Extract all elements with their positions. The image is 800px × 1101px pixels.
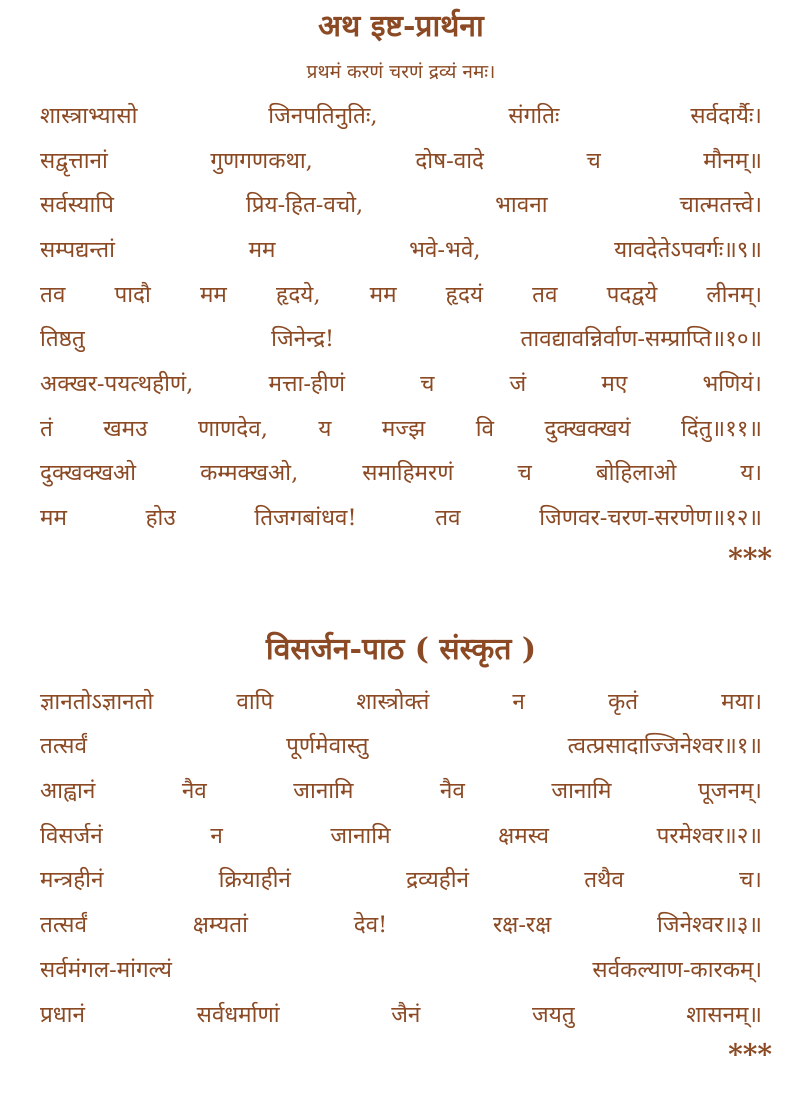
verse-word: दोष-वादे <box>415 147 484 174</box>
verse-word: शास्त्रोक्तं <box>356 688 430 715</box>
verse-word: तिजगबांधव! <box>254 505 357 532</box>
verse-word: यावदेतेऽपवर्गः॥९॥ <box>614 236 762 263</box>
verse-line <box>40 405 762 450</box>
verse-word: तत्सर्वं <box>40 912 87 939</box>
verse-word: न <box>512 688 525 715</box>
verse-word: भवे-भवे, <box>409 236 481 263</box>
verse-word: जिनेश्वर॥३॥ <box>657 912 762 939</box>
verse-word: जं <box>509 370 527 397</box>
verse-word: पूजनम्। <box>698 778 762 805</box>
visarjan-path-title: विसर्जन-पाठ ( संस्कृत ) <box>265 631 537 667</box>
section-end-mark: *** <box>728 541 772 575</box>
verse-line <box>40 991 762 1036</box>
verse-line <box>40 450 762 495</box>
verse-word: क्षम्यतां <box>192 912 248 939</box>
ishta-prarthana-title: अथ इष्ट-प्रार्थना <box>318 9 484 44</box>
verse-word: जिनेन्द्र! <box>271 326 335 353</box>
verse-line <box>40 271 762 316</box>
verse-word: सर्वदार्यैः। <box>690 102 762 129</box>
verse-word: सम्पद्यन्तां <box>40 236 115 263</box>
verse-word: दुक्खक्खओ <box>40 460 137 487</box>
verse-word: आह्वानं <box>40 778 96 805</box>
verse-word: वि <box>475 415 495 442</box>
verse-word: शासनम्॥ <box>686 1001 762 1028</box>
verse-line <box>40 678 762 723</box>
verse-word: क्षमस्व <box>498 822 549 849</box>
verse-word: खमउ <box>103 415 148 442</box>
verse-word: तत्सर्वं <box>40 733 87 760</box>
verse-word: पदद्वये <box>606 281 658 308</box>
verse-word: चात्मतत्त्वे। <box>679 192 762 219</box>
verse-line <box>40 181 762 226</box>
verse-word: देव! <box>353 912 388 939</box>
verse-word: सर्वकल्याण-कारकम्। <box>592 956 762 983</box>
verse-word: लीनम्। <box>706 281 762 308</box>
verse-word: प्रधानं <box>40 1001 85 1028</box>
verse-word: च <box>586 147 601 174</box>
verse-word: तव <box>435 505 461 532</box>
verse-word: तावद्यावन्निर्वाण-सम्प्राप्ति॥१०॥ <box>520 326 762 353</box>
verse-word: मज्झ <box>381 415 426 442</box>
verse-word: मम <box>248 236 276 263</box>
verse-word: कम्मक्खओ, <box>200 460 299 487</box>
verse-line <box>40 92 762 137</box>
verse-word: मम <box>199 281 227 308</box>
verse-word: मम <box>40 505 67 532</box>
verse-word: तव <box>532 281 558 308</box>
verse-word: जानामि <box>293 778 354 805</box>
verse-word: जैनं <box>391 1001 421 1028</box>
ishta-prarthana-subtitle: प्रथमं करणं चरणं द्रव्यं नमः। <box>306 61 496 83</box>
verse-word: परमेश्वर॥२॥ <box>656 822 762 849</box>
verse-line <box>40 857 762 902</box>
verse-word: मम <box>369 281 397 308</box>
verse-word: जानामि <box>330 822 391 849</box>
verse-word: मौनम्॥ <box>703 147 762 174</box>
verse-word: शास्त्राभ्यासो <box>40 102 138 129</box>
verse-word: मए <box>601 370 628 397</box>
verse-word: द्रव्यहीनं <box>406 867 470 894</box>
verse-word: भणियं। <box>702 370 762 397</box>
document-page <box>40 0 772 1075</box>
verse-word: होउ <box>145 505 176 532</box>
verse-word: तथैव <box>584 867 624 894</box>
verse-word: रक्ष-रक्ष <box>492 912 552 939</box>
verse-word: वापि <box>236 688 274 715</box>
verse-word: न <box>210 822 223 849</box>
verse-word: त्वत्प्रसादाज्जिनेश्वर॥१॥ <box>567 733 762 760</box>
verse-word: ज्ञानतोऽज्ञानतो <box>40 688 154 715</box>
verse-line <box>40 723 762 768</box>
verse-word: हृदये, <box>275 281 321 308</box>
verse-word: हृदयं <box>445 281 484 308</box>
verse-word: दिंतु॥११॥ <box>681 415 762 442</box>
verse-word: मन्त्रहीनं <box>40 867 104 894</box>
verse-line <box>40 360 762 405</box>
verse-word: भावना <box>495 192 548 219</box>
verse-word: मया। <box>721 688 762 715</box>
verse-word: तिष्ठतु <box>40 326 85 353</box>
verse-word: गुणगणकथा, <box>210 147 313 174</box>
verse-word: दुक्खक्खयं <box>544 415 631 442</box>
verse-line <box>40 137 762 182</box>
verse-word: च <box>420 370 435 397</box>
verse-word: नैव <box>181 778 207 805</box>
verse-word: क्रियाहीनं <box>218 867 291 894</box>
verse-word: जयतु <box>532 1001 575 1028</box>
verse-word: य। <box>740 460 762 487</box>
verse-word: य <box>318 415 332 442</box>
verse-word: कृतं <box>607 688 639 715</box>
verse-word: अक्खर-पयत्थहीणं, <box>40 370 194 397</box>
visarjan-path-verses <box>40 678 762 1036</box>
verse-word: समाहिमरणं <box>362 460 454 487</box>
verse-word: तव <box>40 281 66 308</box>
verse-word: च <box>517 460 532 487</box>
ishta-prarthana-verses <box>40 92 762 539</box>
verse-word: संगतिः <box>508 102 560 129</box>
verse-word: च। <box>739 867 762 894</box>
verse-word: सर्वमंगल-मांगल्यं <box>40 956 172 983</box>
verse-word: नैव <box>439 778 465 805</box>
verse-word: मत्ता-हीणं <box>268 370 345 397</box>
verse-word: तं <box>40 415 53 442</box>
verse-word: पूर्णमेवास्तु <box>286 733 369 760</box>
verse-word: पादौ <box>114 281 151 308</box>
verse-word: जानामि <box>551 778 612 805</box>
verse-word: सद्वृत्तानां <box>40 147 108 174</box>
verse-line <box>40 494 762 539</box>
verse-word: सर्वस्यापि <box>40 192 114 219</box>
verse-word: जिनपतिनुतिः, <box>268 102 378 129</box>
verse-line <box>40 226 762 271</box>
verse-line <box>40 812 762 857</box>
verse-word: जिणवर-चरण-सरणेण॥१२॥ <box>539 505 762 532</box>
verse-word: सर्वधर्माणां <box>196 1001 280 1028</box>
verse-word: प्रिय-हित-वचो, <box>245 192 364 219</box>
verse-word: णाणदेव, <box>197 415 268 442</box>
section-end-mark: *** <box>728 1038 772 1072</box>
verse-line <box>40 767 762 812</box>
verse-line <box>40 946 762 991</box>
verse-line <box>40 315 762 360</box>
verse-word: बोहिलाओ <box>595 460 677 487</box>
verse-line <box>40 901 762 946</box>
verse-word: विसर्जनं <box>40 822 103 849</box>
